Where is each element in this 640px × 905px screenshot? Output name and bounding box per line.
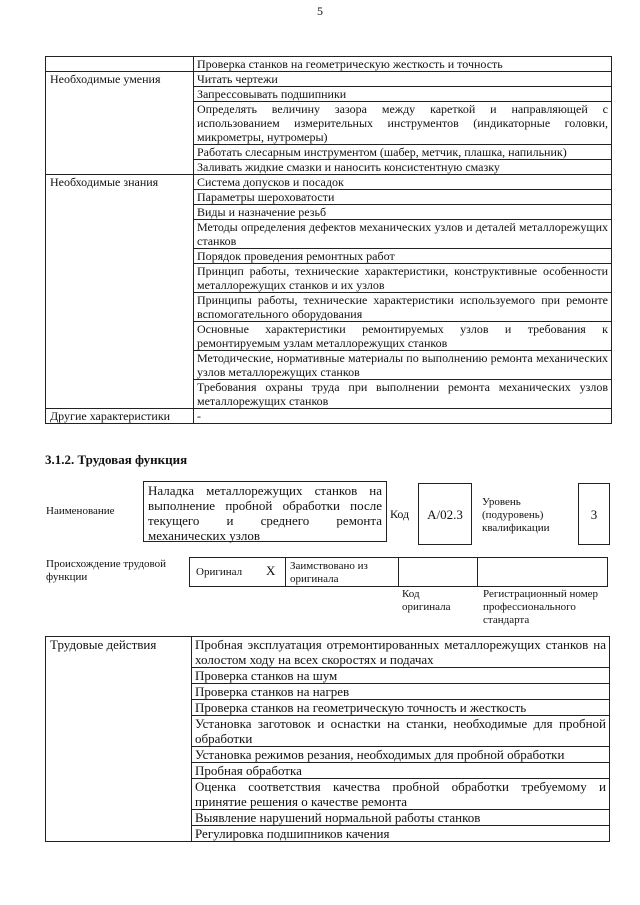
original-mark: X [266, 563, 276, 578]
row-label-knowledge: Необходимые знания [46, 175, 194, 409]
origin-divider [607, 557, 608, 587]
table-row [46, 57, 612, 72]
origin-divider [477, 557, 478, 587]
row-value: Принцип работы, технические характеристики, конструктивные особенности металлорежущих станков и их узлов [194, 264, 612, 293]
row-label-other: Другие характеристики [46, 409, 194, 424]
action-item: Выявление нарушений нормальной работы станков [192, 810, 610, 826]
skills-knowledge-table [45, 56, 612, 424]
row-value: Работать слесарным инструментом (шабер, метчик, плашка, напильник) [194, 145, 612, 160]
code-value-box: А/02.3 [418, 483, 472, 545]
origin-divider [285, 557, 286, 587]
row-value: Требования охраны труда при выполнении ремонта механических узлов металлорежущих станков [194, 380, 612, 409]
row-value: Методы определения дефектов механических узлов и деталей металлорежущих станков [194, 220, 612, 249]
action-item: Пробная обработка [192, 763, 610, 779]
row-value: Система допусков и посадок [194, 175, 612, 190]
row-value: - [194, 409, 612, 424]
code-original-label: Код оригинала [402, 588, 451, 613]
row-value: Виды и назначение резьб [194, 205, 612, 220]
row-value: Основные характеристики ремонтируемых узлов и требования к ремонтируемым узлам металлорежущих станков [194, 322, 612, 351]
action-item: Установка режимов резания, необходимых для пробной обработки [192, 747, 610, 763]
row-value: Порядок проведения ремонтных работ [194, 249, 612, 264]
origin-label: Происхождение трудовой функции [46, 558, 167, 583]
action-item: Установка заготовок и оснастки на станки, необходимые для пробной обработки [192, 716, 610, 747]
action-item: Пробная эксплуатация отремонтированных металлорежущих станков на холостом ходу на всех скоростях и подачах [192, 637, 610, 668]
row-value: Читать чертежи [194, 72, 612, 87]
row-label [46, 57, 194, 72]
origin-divider [398, 557, 399, 587]
table-row [46, 175, 612, 190]
section-title: 3.1.2. Трудовая функция [45, 452, 188, 467]
table-row [46, 72, 612, 87]
action-item: Проверка станков на нагрев [192, 684, 610, 700]
action-item: Регулировка подшипников качения [192, 826, 610, 842]
reg-number-label: Регистрационный номер профессионального стандарта [483, 588, 599, 626]
function-name-box: Наладка металлорежущих станков на выполнение пробной обработки после текущего и среднего ремонта механических узлов [143, 481, 387, 542]
action-item: Оценка соответствия качества пробной обработки требуемому и принятие решения о качестве ремонта [192, 779, 610, 810]
code-label: Код [390, 507, 410, 521]
row-value: Принципы работы, технические характеристики используемого при ремонте вспомогательного оборудования [194, 293, 612, 322]
labor-actions-table [45, 636, 610, 842]
origin-divider [189, 557, 190, 587]
page-number: 5 [317, 4, 323, 18]
action-item: Проверка станков на шум [192, 668, 610, 684]
table-row [46, 637, 610, 668]
row-value: Проверка станков на геометрическую жесткость и точность [194, 57, 612, 72]
level-value-box: 3 [578, 483, 610, 545]
actions-label: Трудовые действия [46, 637, 192, 842]
action-item: Проверка станков на геометрическую точность и жесткость [192, 700, 610, 716]
table-row [46, 409, 612, 424]
borrowed-label: Заимствовано из оригинала [290, 560, 368, 585]
row-value: Запрессовывать подшипники [194, 87, 612, 102]
original-label: Оригинал [196, 566, 243, 578]
name-label: Наименование [46, 505, 115, 517]
row-value: Параметры шероховатости [194, 190, 612, 205]
row-label-skills: Необходимые умения [46, 72, 194, 175]
level-label: Уровень (подуровень) квалификации [482, 496, 550, 534]
row-value: Заливать жидкие смазки и наносить консистентную смазку [194, 160, 612, 175]
row-value: Методические, нормативные материалы по выполнению ремонта механических узлов металлорежущих станков [194, 351, 612, 380]
row-value: Определять величину зазора между кареткой и направляющей с использованием измерительных инструментов (индикаторные головки, микрометры, нутромеры) [194, 102, 612, 145]
